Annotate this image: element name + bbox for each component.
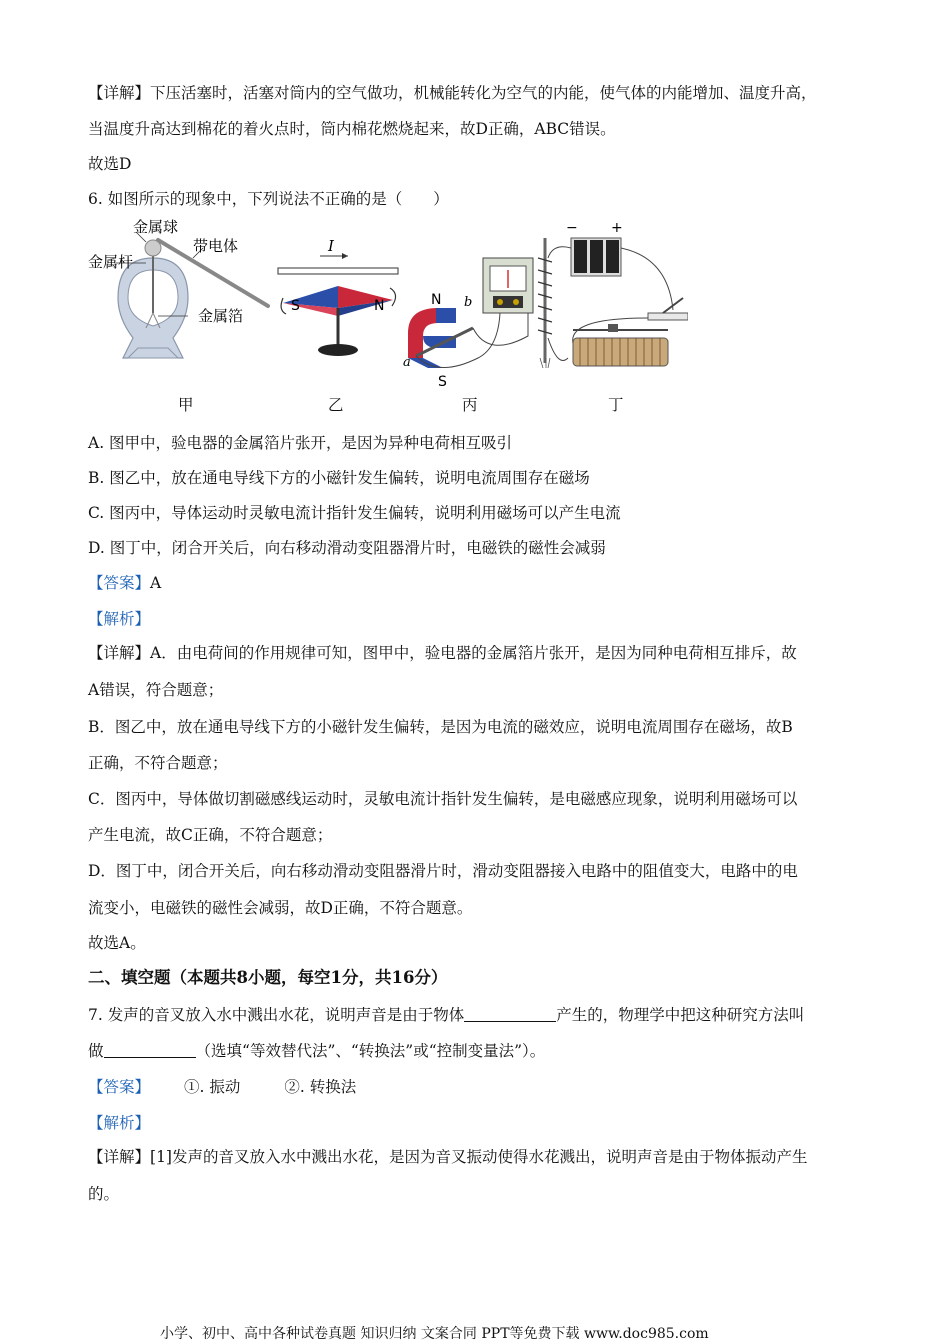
analysis-tag-6: 【解析】 (88, 610, 151, 628)
label-jinshugan: 金属杆 (88, 253, 134, 271)
detail-6-c-2: 产生电流，故C正确，不符合题意； (88, 826, 333, 844)
detail-7-2: 的。 (88, 1185, 120, 1203)
question-7-line-1 (88, 1004, 804, 1026)
section-title-2: 二、填空题（本题共8小题，每空1分，共16分） (88, 968, 448, 987)
detail-6-b-1: B．图乙中，放在通电导线下方的小磁针发生偏转，是因为电流的磁效应，说明电流周围存在磁场，故B (88, 718, 793, 736)
line-detail-2: 当温度升高达到棉花的着火点时，筒内棉花燃烧起来，故D正确，ABC错误。 (88, 120, 616, 138)
q7-text-pre-2: 做 (88, 1042, 104, 1060)
detail-tag: 【详解】 (88, 644, 151, 662)
answer-tag: 【答案】 (88, 1078, 151, 1096)
label-b: b (464, 295, 473, 310)
label-plus: + (611, 220, 623, 236)
label-jinshuqiu: 金属球 (133, 218, 179, 236)
label-jinshubo: 金属箔 (198, 307, 244, 325)
caption-jia: 甲 (178, 396, 194, 414)
q7-text-post-2: （选填“等效替代法”、“转换法”或“控制变量法”）。 (195, 1042, 546, 1060)
answer-value: A (150, 574, 162, 592)
electromagnet-figure (538, 238, 688, 368)
footer-text: 小学、初中、高中各种试卷真题 知识归纳 文案合同 PPT等免费下载 www.doc985.com (160, 1326, 709, 1342)
option-c: C. 图丙中，导体运动时灵敏电流计指针发生偏转，说明利用磁场可以产生电流 (88, 504, 621, 522)
line-select-d: 故选D (88, 155, 132, 173)
answer-blank-2 (104, 1041, 196, 1058)
detail-6-d-1: D．图丁中，闭合开关后，向右移动滑动变阻器滑片时，滑动变阻器接入电路中的阻值变大，电路中的电 (88, 862, 798, 880)
detail-7-1 (88, 1146, 807, 1168)
answer-blank-1 (464, 1005, 556, 1022)
induction-figure (408, 258, 533, 368)
detail-6-d-2: 流变小，电磁铁的磁性会减弱，故D正确，不符合题意。 (88, 899, 473, 917)
label-n-compass: N (374, 298, 385, 314)
q7-text-pre: 7. 发声的音叉放入水中溅出水花，说明声音是由于物体 (88, 1006, 465, 1024)
figure-electromagnetism (88, 218, 688, 418)
detail-6-b-2: 正确，不符合题意； (88, 754, 228, 772)
detail-tag: 【详解】 (88, 1148, 151, 1166)
question-6: 6. 如图所示的现象中，下列说法不正确的是（ ） (88, 190, 449, 208)
caption-bing: 丙 (462, 396, 478, 414)
q7-text-post: 产生的，物理学中把这种研究方法叫 (556, 1006, 805, 1024)
label-daidianti: 带电体 (193, 237, 239, 255)
electroscope-figure (116, 232, 268, 358)
detail-text: [1]发声的音叉放入水中溅出水花，是因为音叉振动使得水花溅出，说明声音是由于物体振动产生 (150, 1148, 808, 1166)
caption-yi: 乙 (328, 396, 344, 414)
select-6: 故选A。 (88, 934, 146, 952)
label-current-i: I (328, 237, 334, 255)
label-minus: − (566, 220, 578, 236)
analysis-tag-7: 【解析】 (88, 1114, 151, 1132)
answer-6 (88, 572, 161, 594)
detail-6-a-2: A错误，符合题意； (88, 681, 224, 699)
label-n-magnet: N (431, 292, 442, 308)
caption-ding: 丁 (608, 396, 624, 414)
label-s-magnet: S (438, 374, 447, 390)
option-d: D. 图丁中，闭合开关后，向右移动滑动变阻器滑片时，电磁铁的磁性会减弱 (88, 539, 606, 557)
detail-text: A．由电荷间的作用规律可知，图甲中，验电器的金属箔片张开，是因为同种电荷相互排斥，故 (150, 644, 797, 662)
label-s-compass: S (291, 298, 300, 314)
answer-tag: 【答案】 (88, 574, 151, 592)
answer-7 (88, 1076, 356, 1098)
line-detail-1: 【详解】下压活塞时，活塞对筒内的空气做功，机械能转化为空气的内能，使气体的内能增加、温度升高， (88, 84, 817, 102)
option-a: A. 图甲中，验电器的金属箔片张开，是因为异种电荷相互吸引 (88, 434, 513, 452)
question-7-line-2 (88, 1040, 545, 1062)
detail-6-c-1: C．图丙中，导体做切割磁感线运动时，灵敏电流计指针发生偏转，是电磁感应现象，说明利用磁场可以 (88, 790, 798, 808)
label-a: a (403, 355, 411, 370)
detail-6-a-1 (88, 642, 797, 664)
answer-7-1: ①. 振动 (184, 1078, 241, 1096)
answer-7-2: ②. 转换法 (284, 1078, 357, 1096)
option-b: B. 图乙中，放在通电导线下方的小磁针发生偏转，说明电流周围存在磁场 (88, 469, 590, 487)
